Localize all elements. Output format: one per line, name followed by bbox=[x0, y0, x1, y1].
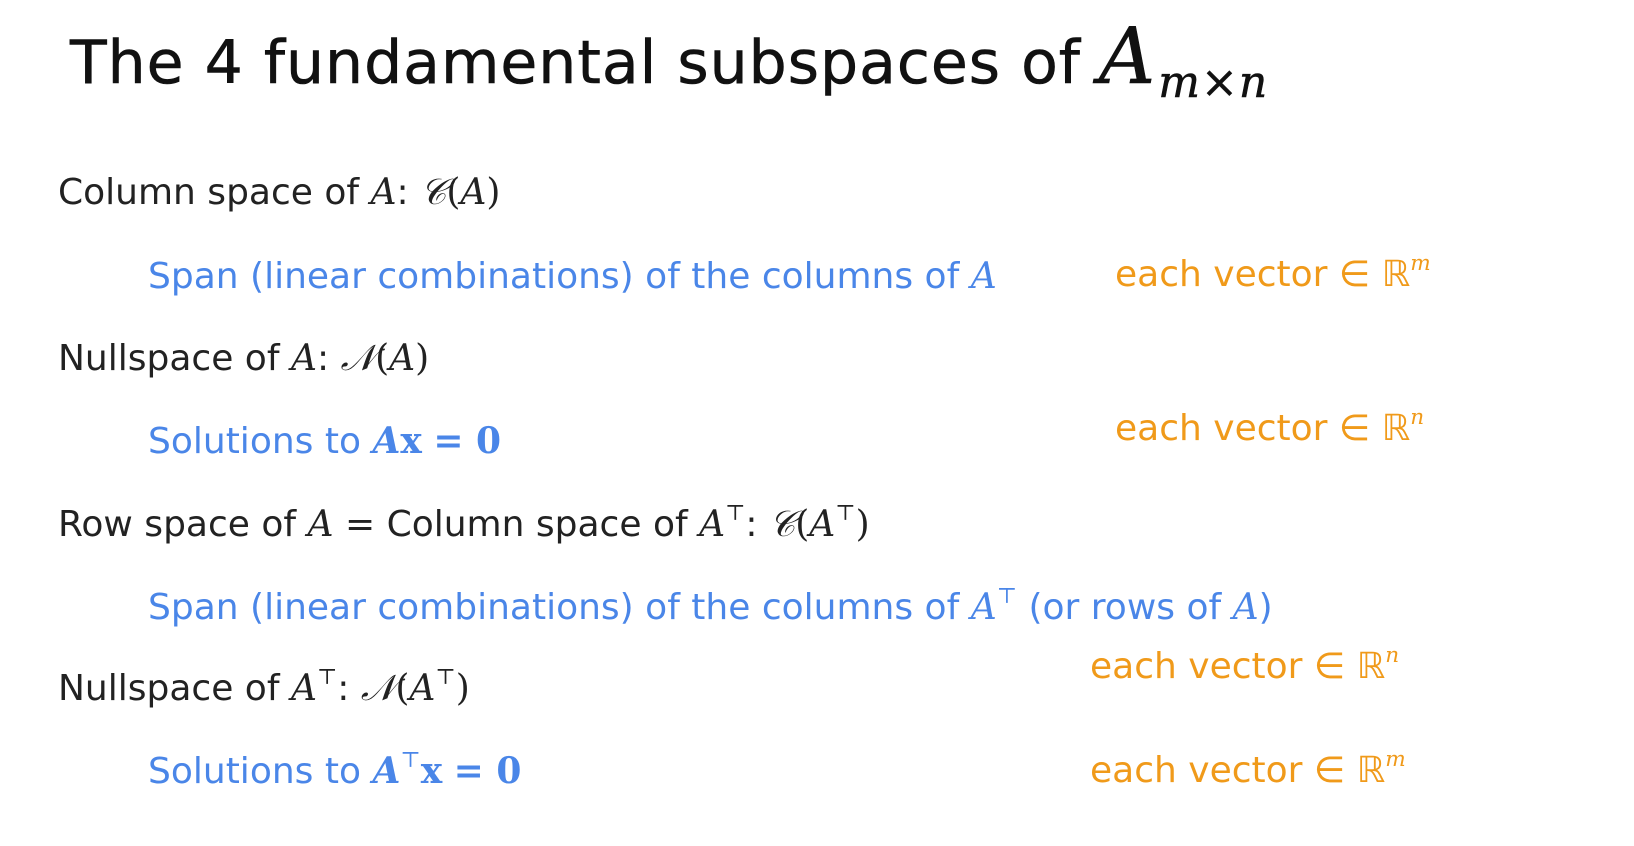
left-nullspace-note-text: each vector ∈ ℝ bbox=[1090, 750, 1386, 791]
nullspace-heading-var: A bbox=[290, 338, 317, 379]
row-space-symbol: 𝒞 bbox=[769, 504, 796, 545]
left-nullspace-heading-text: Nullspace of bbox=[58, 668, 280, 709]
left-nullspace-heading-var: A bbox=[290, 668, 317, 709]
row-space-desc-transpose: ⊤ bbox=[996, 583, 1018, 609]
nullspace-note-exp: n bbox=[1410, 404, 1425, 430]
left-nullspace-desc-text: Solutions to bbox=[148, 751, 361, 792]
row-space-arg: A bbox=[809, 504, 836, 545]
column-space-desc-text: Span (linear combinations) of the columns of bbox=[148, 256, 960, 297]
left-nullspace-desc-matrix: A bbox=[372, 750, 401, 792]
page-title bbox=[70, 12, 1269, 108]
title-matrix-subscript: m×n bbox=[1158, 57, 1269, 108]
nullspace-heading-text: Nullspace of bbox=[58, 338, 280, 379]
left-nullspace-note-exp: m bbox=[1385, 746, 1406, 772]
column-space-description bbox=[148, 256, 997, 297]
row-space-desc-suffix: (or rows of bbox=[1028, 587, 1222, 628]
row-space-desc-suffix-close: ) bbox=[1258, 587, 1273, 628]
nullspace-note-text: each vector ∈ ℝ bbox=[1115, 408, 1411, 449]
column-space-symbol: 𝒞 bbox=[420, 172, 447, 213]
row-space-heading: Row space of A = Column space of A⊤: 𝒞(A⊤) bbox=[58, 500, 870, 545]
row-space-heading-sep: : bbox=[745, 504, 758, 545]
row-space-note-exp: n bbox=[1385, 642, 1400, 668]
left-nullspace-symbol: 𝒩 bbox=[360, 668, 396, 709]
nullspace-desc-zero: = 0 bbox=[433, 420, 502, 462]
row-space-desc-suffix-var: A bbox=[1232, 587, 1259, 628]
row-space-heading-eq: = Column space of bbox=[344, 504, 688, 545]
nullspace-arg: A bbox=[389, 338, 416, 379]
title-text: The 4 fundamental subspaces of bbox=[70, 28, 1081, 98]
column-space-heading: Column space of A: 𝒞(A) bbox=[58, 172, 501, 213]
column-space-dimension-note bbox=[1115, 250, 1431, 295]
left-nullspace-arg: A bbox=[409, 668, 436, 709]
nullspace-desc-matrix: A bbox=[372, 420, 401, 462]
column-space-heading-text: Column space of bbox=[58, 172, 360, 213]
left-nullspace-desc-zero: = 0 bbox=[453, 750, 522, 792]
row-space-desc-text: Span (linear combinations) of the columns of bbox=[148, 587, 960, 628]
row-space-note-text: each vector ∈ ℝ bbox=[1090, 646, 1386, 687]
row-space-desc-var: A bbox=[970, 587, 997, 628]
left-nullspace-dimension-note bbox=[1090, 746, 1406, 791]
left-nullspace-desc-vector: x bbox=[420, 750, 443, 792]
nullspace-heading: Nullspace of A: 𝒩(A) bbox=[58, 338, 430, 379]
row-space-description bbox=[148, 583, 1273, 628]
row-space-heading-var: A bbox=[307, 504, 334, 545]
column-space-desc-var: A bbox=[970, 256, 997, 297]
nullspace-dimension-note bbox=[1115, 404, 1425, 449]
left-nullspace-heading-transpose: ⊤ bbox=[316, 664, 338, 690]
nullspace-description bbox=[148, 420, 501, 462]
column-space-note-exp: m bbox=[1410, 250, 1431, 276]
nullspace-symbol: 𝒩 bbox=[340, 338, 376, 379]
left-nullspace-arg-transpose: ⊤ bbox=[435, 664, 456, 690]
nullspace-desc-vector: x bbox=[400, 420, 422, 462]
column-space-note-text: each vector ∈ ℝ bbox=[1115, 254, 1411, 295]
column-space-heading-var: A bbox=[370, 172, 397, 213]
row-space-dimension-note bbox=[1090, 642, 1400, 687]
title-matrix-symbol: A bbox=[1098, 12, 1157, 102]
column-space-heading-sep: : bbox=[396, 172, 409, 213]
nullspace-heading-sep: : bbox=[316, 338, 330, 379]
left-nullspace-desc-transpose: ⊤ bbox=[400, 747, 421, 773]
row-space-heading-transpose: ⊤ bbox=[725, 500, 746, 526]
left-nullspace-heading-sep: : bbox=[337, 668, 350, 709]
column-space-arg: A bbox=[460, 172, 487, 213]
row-space-arg-transpose: ⊤ bbox=[835, 500, 856, 526]
row-space-heading-var2: A bbox=[699, 504, 726, 545]
nullspace-desc-text: Solutions to bbox=[148, 421, 361, 462]
left-nullspace-description bbox=[148, 747, 522, 792]
row-space-heading-text: Row space of bbox=[58, 504, 297, 545]
left-nullspace-heading: Nullspace of A⊤: 𝒩(A⊤) bbox=[58, 664, 470, 709]
